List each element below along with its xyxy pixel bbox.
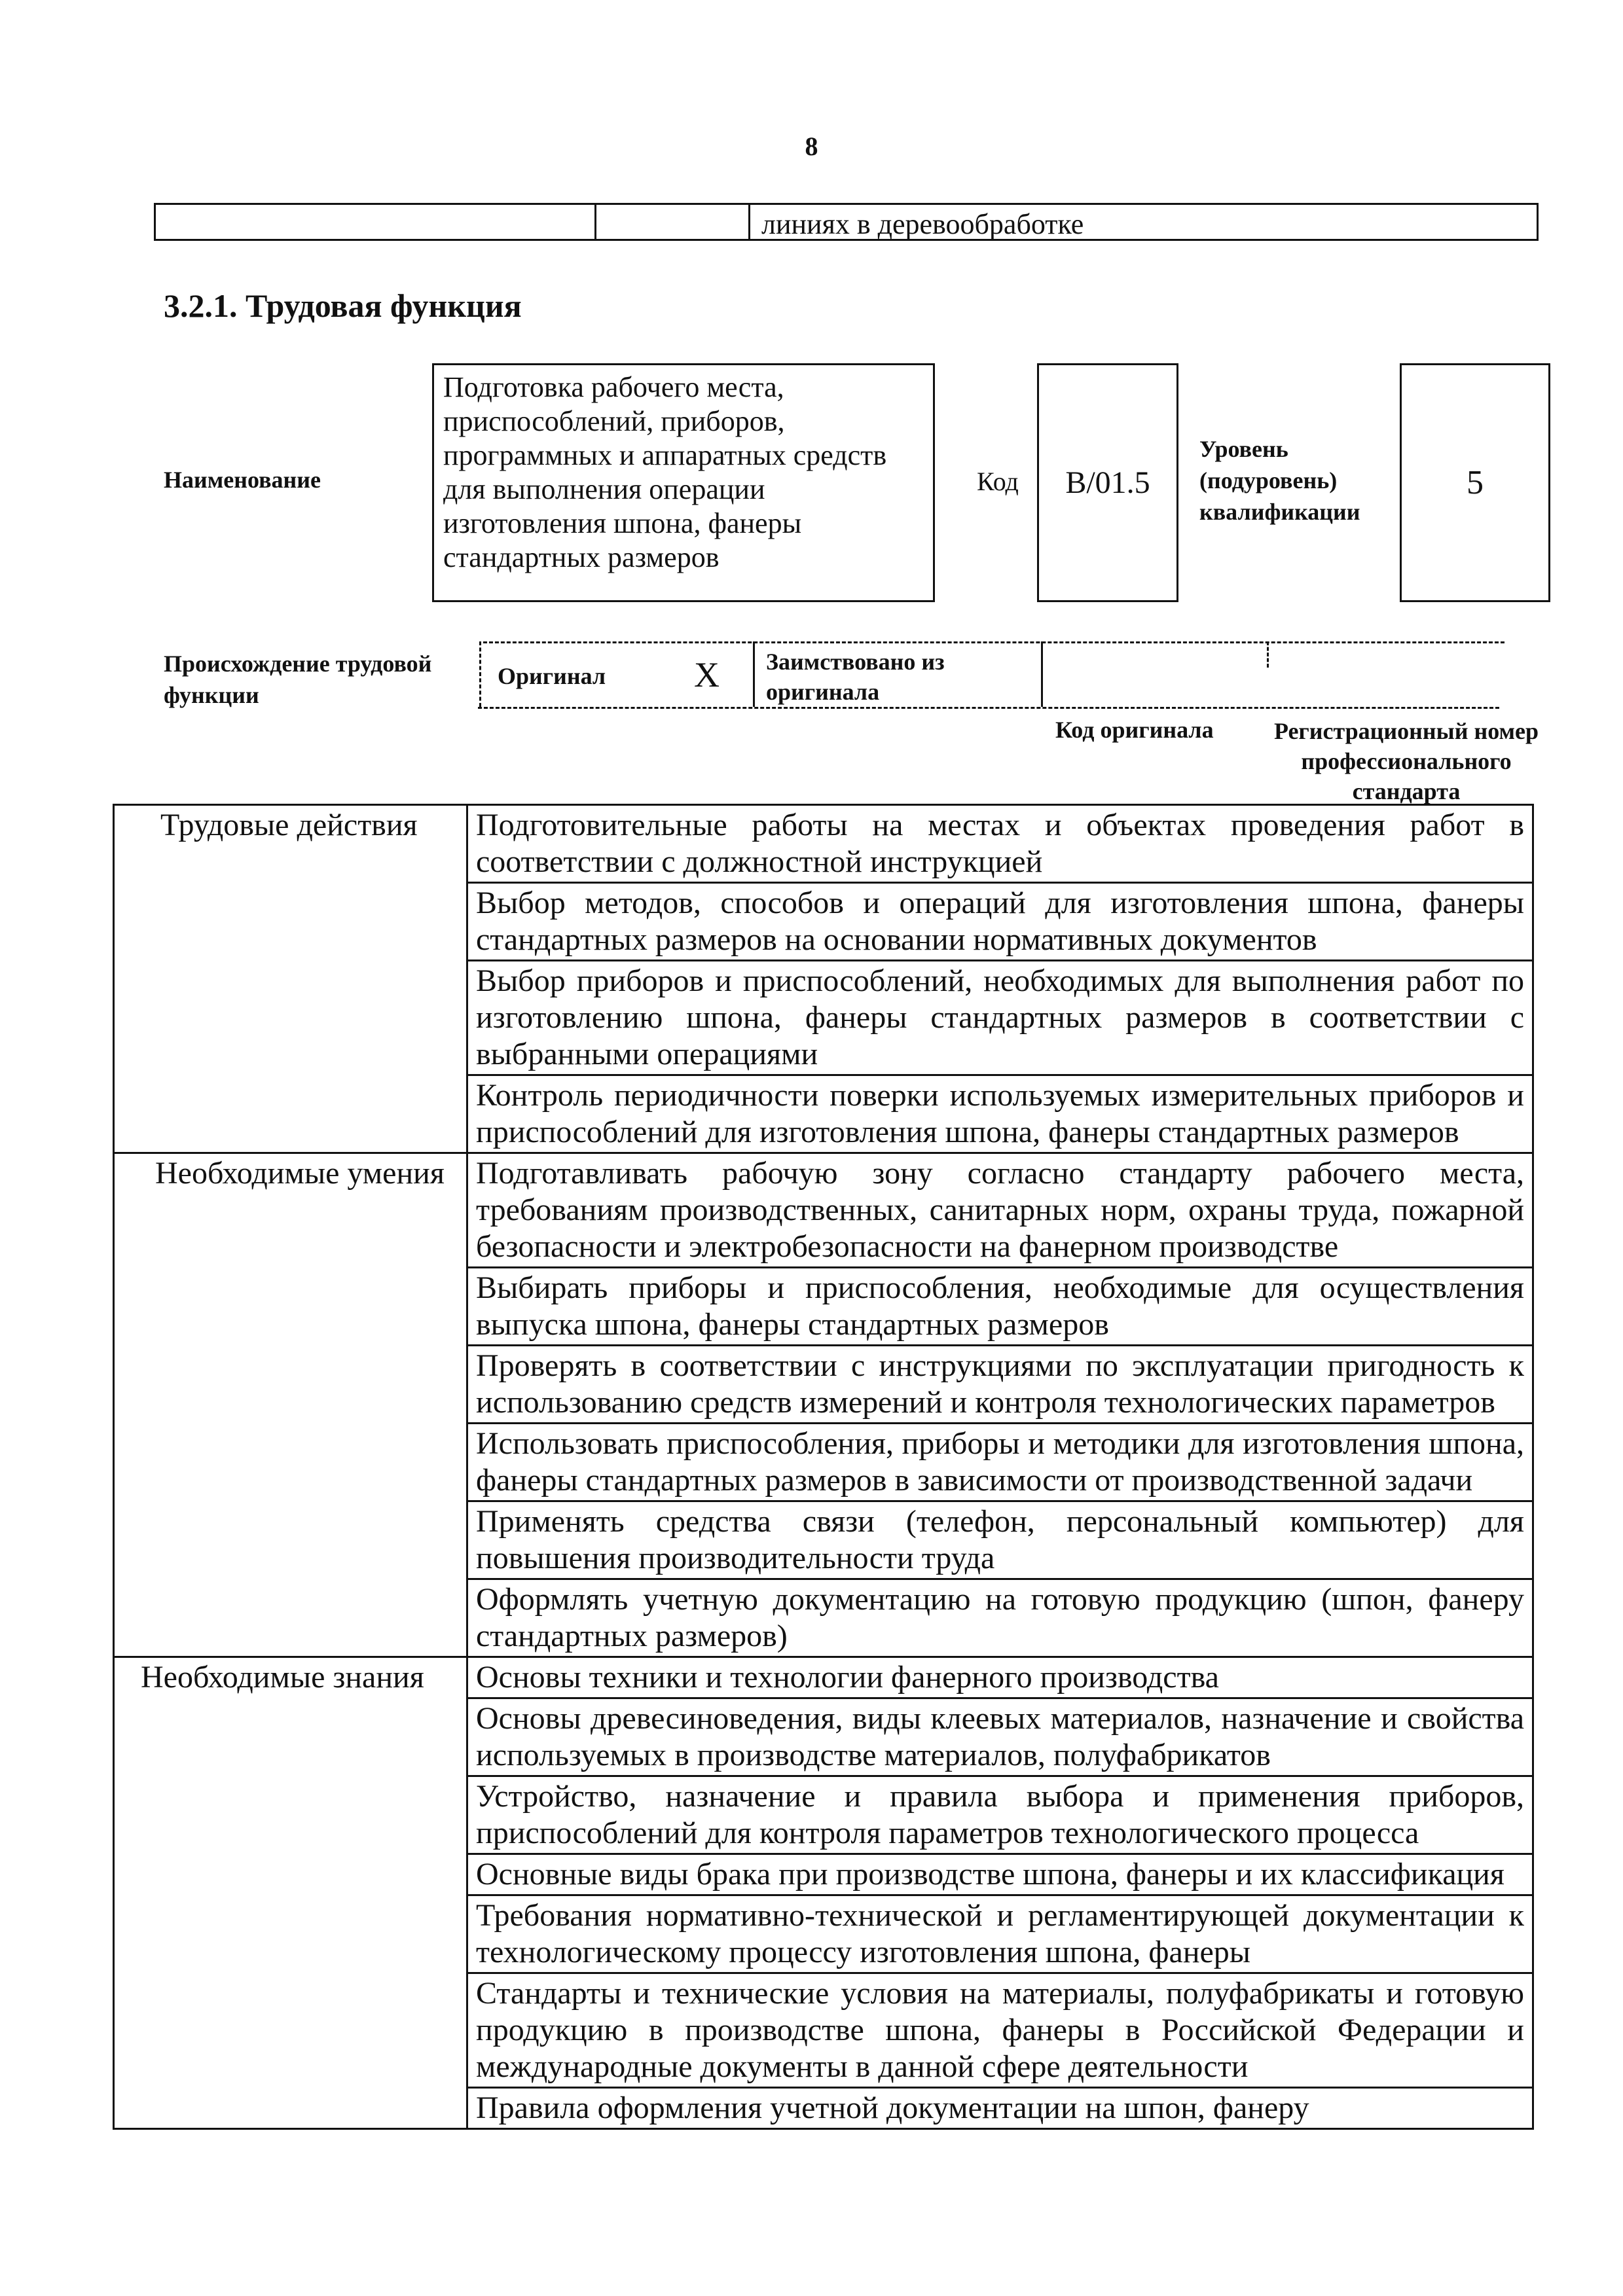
borrowed-label: Заимствовано из оригинала <box>766 649 945 705</box>
item-cell: Проверять в соответствии с инструкциями по эксплуатации пригодность к использованию средств измерений и контроля технологических параметров <box>467 1346 1533 1424</box>
function-table <box>113 804 1534 2130</box>
original-label: Оригинал <box>498 663 606 689</box>
item-cell: Контроль периодичности поверки используемых измерительных приборов и приспособлений для изготовления шпона, фанеры стандартных размеров <box>467 1075 1533 1153</box>
continuation-text: линиях в деревообработке <box>761 208 1084 240</box>
original-mark: X <box>694 655 720 694</box>
item-cell: Выбирать приборы и приспособления, необходимые для осуществления выпуска шпона, фанеры стандартных размеров <box>467 1268 1533 1346</box>
item-cell: Подготовительные работы на местах и объектах проведения работ в соответствии с должностной инструкцией <box>467 805 1533 883</box>
category-cell: Необходимые знания <box>114 1657 467 2129</box>
page-number: 8 <box>805 132 818 161</box>
item-cell: Устройство, назначение и правила выбора и применения приборов, приспособлений для контроля параметров технологического процесса <box>467 1776 1533 1854</box>
code-original-caption: Код оригинала <box>1055 717 1214 743</box>
origin-bottom-border <box>478 707 1499 709</box>
origin-table <box>478 636 1506 709</box>
item-cell: Основы древесиноведения, виды клеевых материалов, назначение и свойства используемых в производстве материалов, полуфабрикатов <box>467 1698 1533 1776</box>
category-cell: Необходимые умения <box>114 1153 467 1657</box>
origin-divider <box>753 641 755 707</box>
level-label: Уровень (подуровень) квалификации <box>1199 436 1360 525</box>
section-title: 3.2.1. Трудовая функция <box>164 287 522 324</box>
item-cell: Правила оформления учетной документации на шпон, фанеру <box>467 2088 1533 2129</box>
code-value: В/01.5 <box>1065 465 1150 500</box>
table-row <box>114 805 1533 883</box>
cell-divider <box>748 205 750 239</box>
item-cell: Основы техники и технологии фанерного производства <box>467 1657 1533 1698</box>
code-label: Код <box>977 467 1019 496</box>
item-cell: Стандарты и технические условия на материалы, полуфабрикаты и готовую продукцию в производстве шпона, фанеры в Российской Федерации и международные документы в данной сфере деятельности <box>467 1973 1533 2088</box>
origin-label: Происхождение трудовой функции <box>164 651 432 708</box>
origin-divider <box>1267 641 1269 668</box>
origin-divider <box>1041 641 1043 707</box>
table-row <box>114 1153 1533 1268</box>
origin-top-border <box>483 641 1504 643</box>
item-cell: Применять средства связи (телефон, персональный компьютер) для повышения производительности труда <box>467 1501 1533 1579</box>
category-cell: Трудовые действия <box>114 805 467 1153</box>
continuation-row <box>154 203 1539 241</box>
name-label: Наименование <box>164 467 321 493</box>
level-value: 5 <box>1467 464 1484 501</box>
item-cell: Выбор методов, способов и операций для изготовления шпона, фанеры стандартных размеров на основании нормативных документов <box>467 883 1533 961</box>
cell-divider <box>594 205 596 239</box>
item-cell: Оформлять учетную документацию на готовую продукцию (шпон, фанеру стандартных размеров) <box>467 1579 1533 1657</box>
item-cell: Требования нормативно-технической и регламентирующей документации к технологическому процессу изготовления шпона, фанеры <box>467 1895 1533 1973</box>
reg-number-caption: Регистрационный номер профессионального стандарта <box>1273 718 1539 804</box>
item-cell: Основные виды брака при производстве шпона, фанеры и их классификация <box>467 1854 1533 1895</box>
table-row <box>114 1657 1533 1698</box>
level-value-box <box>1400 363 1550 602</box>
item-cell: Подготавливать рабочую зону согласно стандарту рабочего места, требованиям производственных, санитарных норм, охраны труда, пожарной безопасности и электробезопасности на фанерном производстве <box>467 1153 1533 1268</box>
item-cell: Использовать приспособления, приборы и методики для изготовления шпона, фанеры стандартных размеров в зависимости от производственной задачи <box>467 1424 1533 1501</box>
name-value-box: Подготовка рабочего места, приспособлений, приборов, программных и аппаратных средств для выполнения операции изготовления шпона, фанеры стандартных размеров <box>432 363 935 602</box>
item-cell: Выбор приборов и приспособлений, необходимых для выполнения работ по изготовлению шпона, фанеры стандартных размеров в соответствии с выбранными операциями <box>467 961 1533 1075</box>
code-value-box <box>1037 363 1178 602</box>
origin-left-border <box>479 641 481 707</box>
